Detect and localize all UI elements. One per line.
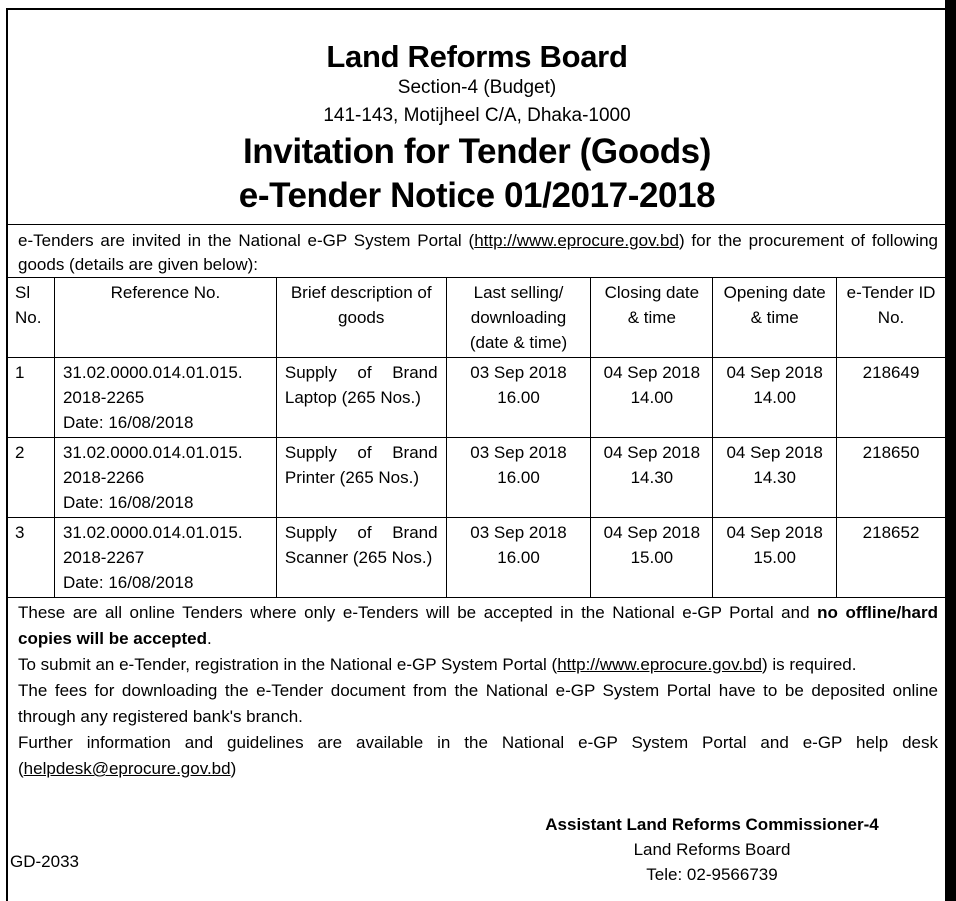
cell-description: Supply of Brand Scanner (265 Nos.) <box>276 518 446 598</box>
cell-closing <box>591 358 713 438</box>
closing-time: 14.00 <box>630 388 674 407</box>
cell-reference <box>54 518 276 598</box>
organization-name: Land Reforms Board <box>326 39 628 74</box>
cell-tender-id: 218650 <box>837 438 946 518</box>
cell-opening <box>713 518 837 598</box>
cell-last-selling <box>446 358 591 438</box>
cell-sl: 3 <box>7 518 55 598</box>
reference-date: Date: 16/08/2018 <box>62 493 194 512</box>
closing-time: 14.30 <box>630 468 674 487</box>
last-selling-date: 03 Sep 2018 <box>470 523 567 542</box>
reference-number-part2: 2018-2265 <box>62 388 145 407</box>
reference-number-part2: 2018-2266 <box>62 468 145 487</box>
fees-note: The fees for downloading the e-Tender document from the National e-GP System Portal have to be deposited online through any registered bank's branch. <box>18 681 938 726</box>
closing-date: 04 Sep 2018 <box>603 363 701 382</box>
cell-last-selling <box>446 438 591 518</box>
header-last-selling: Last selling/ downloading (date & time) <box>446 278 591 358</box>
header-description: Brief description of goods <box>276 278 446 358</box>
notice-title: Invitation for Tender (Goods) <box>242 132 711 171</box>
opening-date: 04 Sep 2018 <box>726 363 823 382</box>
reference-number-part2: 2018-2267 <box>62 548 145 567</box>
cell-closing <box>591 518 713 598</box>
online-note-text: These are all online Tenders where only e-Tenders will be accepted in the National e-GP Portal and <box>18 603 818 622</box>
reference-number-part1: 31.02.0000.014.01.015. <box>62 523 243 542</box>
reference-date: Date: 16/08/2018 <box>62 413 194 432</box>
cell-sl: 1 <box>7 358 55 438</box>
cell-reference <box>54 358 276 438</box>
reference-date: Date: 16/08/2018 <box>62 573 194 592</box>
gd-code: GD-2033 <box>10 852 79 871</box>
notice-header <box>8 10 946 218</box>
table-row <box>7 358 946 438</box>
registration-portal-link[interactable]: http://www.eprocure.gov.bd <box>557 655 762 674</box>
registration-note <box>18 652 938 678</box>
opening-time: 15.00 <box>753 548 796 567</box>
registration-text-before: To submit an e-Tender, registration in the National e-GP System Portal ( <box>18 655 558 674</box>
further-info-end: ) <box>230 759 237 778</box>
tender-table <box>6 277 946 598</box>
last-selling-date: 03 Sep 2018 <box>470 363 567 382</box>
notes-section <box>8 598 946 782</box>
header-closing: Closing date & time <box>591 278 713 358</box>
cell-opening <box>713 438 837 518</box>
header-reference: Reference No. <box>54 278 276 358</box>
cell-tender-id: 218652 <box>837 518 946 598</box>
cell-opening <box>713 358 837 438</box>
tender-notice <box>6 8 946 901</box>
portal-link[interactable]: http://www.eprocure.gov.bd <box>474 231 679 250</box>
cell-last-selling <box>446 518 591 598</box>
signatory-office: Land Reforms Board <box>633 840 791 859</box>
section-name: Section-4 (Budget) <box>397 77 557 98</box>
further-info-note <box>18 730 938 782</box>
reference-number-part1: 31.02.0000.014.01.015. <box>62 443 243 462</box>
cell-tender-id: 218649 <box>837 358 946 438</box>
signatory-phone: Tele: 02-9566739 <box>646 865 778 884</box>
last-selling-time: 16.00 <box>497 388 540 407</box>
closing-time: 15.00 <box>630 548 674 567</box>
cell-sl: 2 <box>7 438 55 518</box>
cell-description: Supply of Brand Laptop (265 Nos.) <box>276 358 446 438</box>
intro-text-after: ) for the procurement of following goods (details are given below): <box>18 231 939 274</box>
cell-closing <box>591 438 713 518</box>
header-sl: Sl No. <box>7 278 55 358</box>
online-note-bold: no offline/hard copies will be accepted <box>18 603 939 648</box>
table-row <box>7 518 946 598</box>
last-selling-time: 16.00 <box>497 468 540 487</box>
table-header-row <box>7 278 946 358</box>
cell-reference <box>54 438 276 518</box>
table-row <box>7 438 946 518</box>
opening-time: 14.00 <box>753 388 796 407</box>
address: 141-143, Motijheel C/A, Dhaka-1000 <box>323 105 631 126</box>
intro-paragraph <box>8 224 946 277</box>
closing-date: 04 Sep 2018 <box>603 523 701 542</box>
notice-number: e-Tender Notice 01/2017-2018 <box>238 176 716 215</box>
last-selling-time: 16.00 <box>497 548 540 567</box>
opening-date: 04 Sep 2018 <box>726 523 823 542</box>
closing-date: 04 Sep 2018 <box>603 443 701 462</box>
page-edge-bar <box>945 0 956 901</box>
helpdesk-email-link[interactable]: helpdesk@eprocure.gov.bd <box>23 759 231 778</box>
reference-number-part1: 31.02.0000.014.01.015. <box>62 363 243 382</box>
opening-time: 14.30 <box>753 468 796 487</box>
last-selling-date: 03 Sep 2018 <box>470 443 567 462</box>
signature-block <box>532 812 892 887</box>
online-note-end: . <box>206 629 212 648</box>
opening-date: 04 Sep 2018 <box>726 443 823 462</box>
header-opening: Opening date & time <box>713 278 837 358</box>
further-info-text: Further information and guidelines are available in the National e-GP System Portal and e-GP help desk ( <box>18 733 938 778</box>
header-tender-id: e-Tender ID No. <box>837 278 946 358</box>
online-tender-note <box>18 600 938 652</box>
intro-text-before: e-Tenders are invited in the National e-GP System Portal ( <box>18 231 475 250</box>
cell-description: Supply of Brand Printer (265 Nos.) <box>276 438 446 518</box>
signatory-title: Assistant Land Reforms Commissioner-4 <box>545 815 879 834</box>
registration-text-after: ) is required. <box>761 655 857 674</box>
